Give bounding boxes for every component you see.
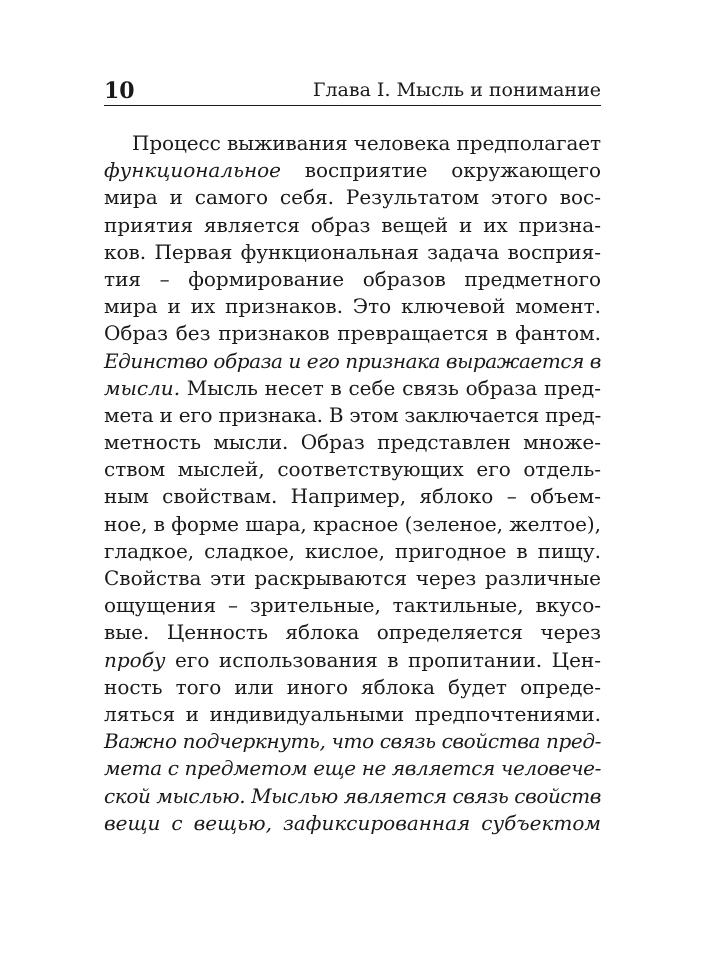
text-run: ляться и индивидуальными предпочтениями. [104,701,601,726]
text-run: Свойства эти раскрываются через различные [104,566,601,590]
text-line [104,565,601,592]
text-run: его использования в пропитании. Цен- [165,647,602,672]
italic-text: Важно подчеркнуть, что связь свойства пред- [104,729,601,754]
running-head: Глава I. Мысль и понимание [312,79,601,101]
italic-text: мета с предметом еще не является человече- [104,756,601,781]
text-run: ощущения – зрительные, тактильные, вкусо- [104,593,601,618]
italic-text: пробу [104,647,166,672]
text-line [104,157,601,184]
text-line [104,728,601,755]
text-run: метность мысли. Образ представлен множе- [104,430,601,455]
text-run: Образ без признаков превращается в фантом. [104,321,601,346]
text-line [104,674,601,701]
text-run: тия – формирование образов предметного [104,266,601,291]
text-line [104,184,601,211]
text-line [104,538,601,565]
text-line [104,348,601,375]
italic-text: Единство образа и его признака выражается в [104,348,601,373]
text-run: Процесс выживания человека предполагает [132,131,601,155]
text-run: ным свойствам. Например, яблоко – объем- [104,484,601,509]
header-rule [104,105,601,106]
text-line [104,375,601,402]
text-run: вые. Ценность яблока определяется через [104,620,601,645]
text-line [104,511,601,538]
text-line [104,755,601,782]
text-run: мира и их признаков. Это ключевой момент. [104,294,601,319]
text-line [104,701,601,728]
page-number: 10 [104,78,135,104]
text-line [104,810,601,837]
text-line [104,320,601,347]
text-line [104,402,601,429]
text-line [104,592,601,619]
text-line [104,783,601,810]
text-line [104,239,601,266]
italic-text: функциональное [104,158,282,183]
text-line [104,619,601,646]
page-header [104,78,601,106]
text-line [104,266,601,293]
italic-text: ской мыслью. Мыслью является связь свойств [104,783,602,808]
text-run: гладкое, сладкое, кислое, пригодное в пищу. [104,538,601,563]
text-run: ность того или иного яблока будет опреде- [104,674,601,699]
text-run: ков. Первая функциональная задача восприя- [104,239,601,264]
text-run: мира и самого себя. Результатом этого вос- [104,185,601,210]
text-run: приятия является образ вещей и их призна- [104,212,601,237]
text-line [104,293,601,320]
text-line [104,130,601,157]
text-line [104,456,601,483]
text-line [104,647,601,674]
text-run: ное, в форме шара, красное (зеленое, желтое), [104,511,601,536]
text-line [104,212,601,239]
text-line [104,483,601,510]
text-line [104,429,601,456]
text-run: мета и его признака. В этом заключается пред- [104,402,602,427]
text-run: восприятие окружающего [281,158,601,183]
text-run: Мысль несет в себе связь образа пред- [180,375,601,400]
text-run: ством мыслей, соответствующих его отдель- [104,457,601,482]
body-paragraph [104,130,601,837]
italic-text: вещи с вещью, зафиксированная субъектом [104,810,601,835]
italic-text: мысли. [104,375,181,400]
